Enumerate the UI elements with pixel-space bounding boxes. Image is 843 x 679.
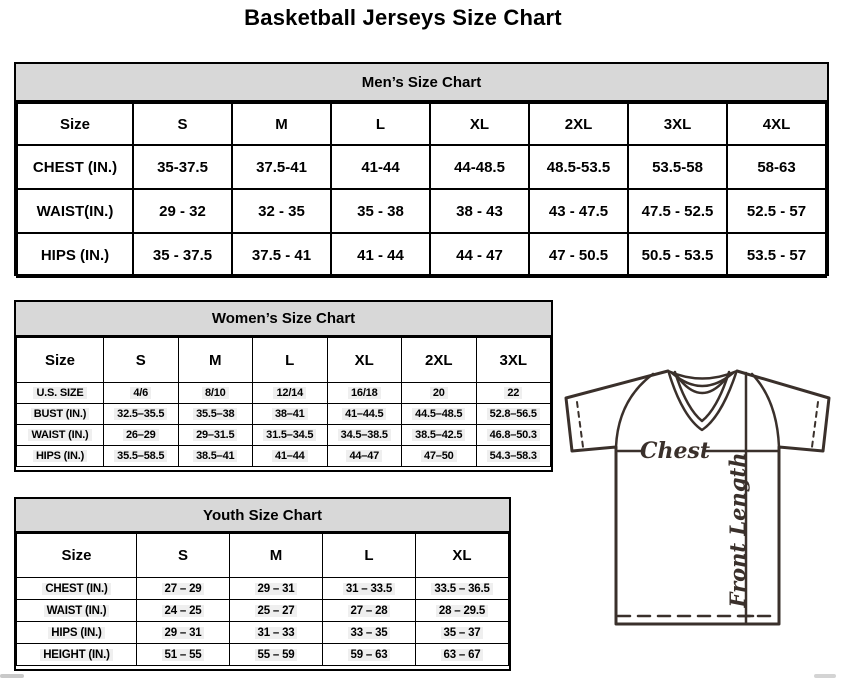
cell-value: 59 – 63 <box>348 649 391 661</box>
column-header: L <box>323 534 416 578</box>
value-cell <box>416 622 509 644</box>
table-row <box>17 145 826 189</box>
value-cell: 50.5 - 53.5 <box>628 233 727 277</box>
right-armhole-seam <box>752 374 779 447</box>
value-cell: 35 - 37.5 <box>133 233 232 277</box>
mens-chart-title: Men’s Size Chart <box>16 64 827 102</box>
column-header: 2XL <box>529 103 628 145</box>
table-row <box>17 425 551 446</box>
row-label <box>17 600 137 622</box>
value-cell <box>104 425 179 446</box>
row-label <box>17 622 137 644</box>
value-cell <box>253 425 328 446</box>
cell-value: 34.5–38.5 <box>338 429 391 441</box>
cell-value: 44–47 <box>346 450 382 462</box>
value-cell <box>416 644 509 666</box>
womens-size-table <box>16 337 551 467</box>
value-cell: 29 - 32 <box>133 189 232 233</box>
cell-value: 32.5–35.5 <box>114 408 167 420</box>
value-cell <box>476 425 551 446</box>
value-cell <box>323 622 416 644</box>
column-header: 2XL <box>402 338 477 383</box>
cell-value: 35.5–38 <box>193 408 237 420</box>
value-cell: 44-48.5 <box>430 145 529 189</box>
value-cell: 52.5 - 57 <box>727 189 826 233</box>
value-cell <box>253 446 328 467</box>
value-cell: 35-37.5 <box>133 145 232 189</box>
table-row <box>17 189 826 233</box>
cell-value: 31 – 33 <box>255 627 298 639</box>
column-header: Size <box>17 103 133 145</box>
value-cell <box>402 446 477 467</box>
cell-value: 27 – 28 <box>348 605 391 617</box>
mens-size-chart <box>14 62 829 276</box>
cell-value: 29 – 31 <box>255 583 298 595</box>
cell-value: 35.5–58.5 <box>114 450 167 462</box>
value-cell <box>402 425 477 446</box>
value-cell <box>137 622 230 644</box>
row-label <box>17 644 137 666</box>
value-cell <box>323 578 416 600</box>
cell-value: 46.8–50.3 <box>487 429 540 441</box>
value-cell: 41 - 44 <box>331 233 430 277</box>
cell-value: 12/14 <box>273 387 306 399</box>
value-cell: 47 - 50.5 <box>529 233 628 277</box>
cell-value: WAIST (IN.) <box>28 429 91 441</box>
mens-size-table <box>16 102 827 278</box>
cell-value: 25 – 27 <box>255 605 298 617</box>
cell-value: 33.5 – 36.5 <box>431 583 492 595</box>
cell-value: 41–44.5 <box>342 408 386 420</box>
cell-value: 51 – 55 <box>162 649 205 661</box>
value-cell <box>327 383 402 404</box>
row-label <box>17 446 104 467</box>
cell-value: 52.8–56.5 <box>487 408 540 420</box>
column-header: 3XL <box>628 103 727 145</box>
column-header: XL <box>430 103 529 145</box>
table-header-row <box>17 534 509 578</box>
value-cell <box>178 404 253 425</box>
table-header-row <box>17 338 551 383</box>
table-row <box>17 446 551 467</box>
column-header: L <box>331 103 430 145</box>
cell-value: HIPS (IN.) <box>33 450 87 462</box>
column-header: XL <box>327 338 402 383</box>
youth-size-chart <box>14 497 511 671</box>
cell-value: 4/6 <box>130 387 151 399</box>
column-header: M <box>178 338 253 383</box>
cell-value: WAIST (IN.) <box>44 605 110 617</box>
value-cell: 53.5 - 57 <box>727 233 826 277</box>
table-row <box>17 644 509 666</box>
cell-value: 26–29 <box>123 429 159 441</box>
row-label <box>17 578 137 600</box>
value-cell <box>327 446 402 467</box>
cell-value: 27 – 29 <box>162 583 205 595</box>
value-cell: 44 - 47 <box>430 233 529 277</box>
column-header: M <box>232 103 331 145</box>
value-cell: 43 - 47.5 <box>529 189 628 233</box>
value-cell: 38 - 43 <box>430 189 529 233</box>
right-cuff-dashed-line <box>812 402 818 447</box>
jersey-outline <box>566 371 829 624</box>
table-row <box>17 404 551 425</box>
cell-value: BUST (IN.) <box>31 408 89 420</box>
value-cell <box>137 644 230 666</box>
cell-value: 28 – 29.5 <box>436 605 488 617</box>
value-cell: 37.5-41 <box>232 145 331 189</box>
value-cell: 32 - 35 <box>232 189 331 233</box>
cell-value: 63 – 67 <box>441 649 484 661</box>
cell-value: HIPS (IN.) <box>48 627 104 639</box>
cell-value: 31.5–34.5 <box>263 429 316 441</box>
column-header: Size <box>17 338 104 383</box>
value-cell <box>230 600 323 622</box>
front-length-label: Front Length <box>725 452 750 608</box>
womens-chart-title: Women’s Size Chart <box>16 302 551 337</box>
cell-value: 44.5–48.5 <box>412 408 465 420</box>
page-title: Basketball Jerseys Size Chart <box>244 5 562 30</box>
cell-value: 20 <box>430 387 448 399</box>
jersey-measurement-diagram <box>556 358 840 630</box>
cell-value: 55 – 59 <box>255 649 298 661</box>
cell-value: 38.5–42.5 <box>412 429 465 441</box>
value-cell <box>104 404 179 425</box>
cell-value: 29–31.5 <box>193 429 237 441</box>
value-cell <box>178 446 253 467</box>
cell-value: CHEST (IN.) <box>42 583 110 595</box>
womens-size-chart <box>14 300 553 472</box>
table-row <box>17 600 509 622</box>
row-label <box>17 425 104 446</box>
value-cell <box>327 404 402 425</box>
value-cell <box>178 425 253 446</box>
column-header: XL <box>416 534 509 578</box>
column-header: L <box>253 338 328 383</box>
table-row <box>17 578 509 600</box>
value-cell <box>104 383 179 404</box>
hscrollbar-thumb-left[interactable] <box>0 674 24 678</box>
cell-value: 8/10 <box>202 387 229 399</box>
value-cell <box>253 383 328 404</box>
value-cell: 48.5-53.5 <box>529 145 628 189</box>
cell-value: 38.5–41 <box>193 450 237 462</box>
cell-value: 29 – 31 <box>162 627 205 639</box>
cell-value: 22 <box>504 387 522 399</box>
cell-value: 38–41 <box>272 408 308 420</box>
table-row <box>17 622 509 644</box>
value-cell <box>476 383 551 404</box>
cell-value: 16/18 <box>348 387 381 399</box>
value-cell <box>178 383 253 404</box>
value-cell <box>416 578 509 600</box>
cell-value: 47–50 <box>421 450 457 462</box>
value-cell <box>402 383 477 404</box>
value-cell <box>327 425 402 446</box>
cell-value: 31 – 33.5 <box>343 583 395 595</box>
column-header: 4XL <box>727 103 826 145</box>
value-cell <box>402 404 477 425</box>
cell-value: 24 – 25 <box>162 605 205 617</box>
value-cell <box>323 644 416 666</box>
left-cuff-dashed-line <box>577 402 583 447</box>
left-armhole-seam <box>616 374 653 447</box>
row-label: WAIST(IN.) <box>17 189 133 233</box>
column-header: Size <box>17 534 137 578</box>
table-row <box>17 233 826 277</box>
value-cell <box>323 600 416 622</box>
column-header: S <box>104 338 179 383</box>
value-cell <box>137 578 230 600</box>
value-cell <box>230 622 323 644</box>
value-cell <box>104 446 179 467</box>
chest-label: Chest <box>639 438 711 464</box>
value-cell <box>230 578 323 600</box>
row-label <box>17 383 104 404</box>
cell-value: 54.3–58.3 <box>487 450 540 462</box>
cell-value: U.S. SIZE <box>33 387 86 399</box>
column-header: 3XL <box>476 338 551 383</box>
column-header: S <box>137 534 230 578</box>
column-header: M <box>230 534 323 578</box>
value-cell: 41-44 <box>331 145 430 189</box>
cell-value: 41–44 <box>272 450 308 462</box>
youth-size-table <box>16 533 509 666</box>
value-cell <box>230 644 323 666</box>
value-cell: 58-63 <box>727 145 826 189</box>
column-header: S <box>133 103 232 145</box>
value-cell <box>476 404 551 425</box>
value-cell <box>476 446 551 467</box>
value-cell: 53.5-58 <box>628 145 727 189</box>
value-cell: 37.5 - 41 <box>232 233 331 277</box>
cell-value: HEIGHT (IN.) <box>40 649 113 661</box>
value-cell: 35 - 38 <box>331 189 430 233</box>
row-label: HIPS (IN.) <box>17 233 133 277</box>
table-header-row <box>17 103 826 145</box>
value-cell <box>253 404 328 425</box>
table-row <box>17 383 551 404</box>
value-cell <box>137 600 230 622</box>
cell-value: 35 – 37 <box>441 627 484 639</box>
cell-value: 33 – 35 <box>348 627 391 639</box>
value-cell: 47.5 - 52.5 <box>628 189 727 233</box>
row-label: CHEST (IN.) <box>17 145 133 189</box>
value-cell <box>416 600 509 622</box>
row-label <box>17 404 104 425</box>
hscrollbar-thumb-right[interactable] <box>814 674 836 678</box>
youth-chart-title: Youth Size Chart <box>16 499 509 533</box>
